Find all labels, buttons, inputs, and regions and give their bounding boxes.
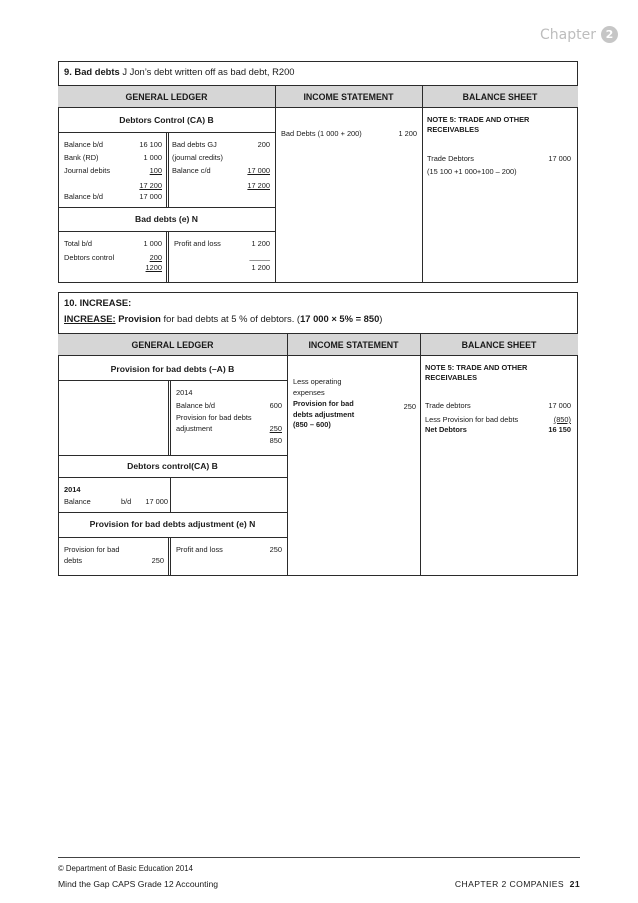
bs-amount: (850) xyxy=(553,415,571,424)
ledger-label: Total b/d xyxy=(64,239,92,248)
ledger-amount: 1200 xyxy=(145,263,162,272)
footer-chapter-title: CHAPTER 2 COMPANIES xyxy=(454,879,565,889)
bs-amount: 16 150 xyxy=(548,425,571,434)
ledger-amount: 250 xyxy=(151,556,164,565)
q10-income-line1: Less operating xyxy=(293,377,342,386)
q10-header-balance: BALANCE SHEET xyxy=(461,340,537,350)
q10-debtors-title: Debtors control(CA) B xyxy=(127,461,218,471)
q10-income-line2: expenses xyxy=(293,388,325,397)
ledger-label: (journal credits) xyxy=(172,153,223,162)
q10-subtitle: INCREASE: Provision for bad debts at 5 % of debtors. (17 000 × 5% = 850) xyxy=(64,313,383,324)
ledger-label: Bank (RD) xyxy=(64,153,99,162)
divider xyxy=(58,477,287,478)
divider xyxy=(275,108,276,283)
q9-title: 9. Bad debts J Jon’s debt written off as bad debt, R200 xyxy=(64,66,295,77)
ledger-label: Bad debts GJ xyxy=(172,140,217,149)
divider xyxy=(166,231,167,283)
footer-chapter xyxy=(400,879,580,889)
q9-trade-amount: 17 000 xyxy=(548,154,571,163)
ledger-amount: 16 100 xyxy=(139,140,162,149)
q9-income-amount: 1 200 xyxy=(398,129,417,138)
divider xyxy=(58,455,287,456)
q9-debtors-title: Debtors Control (CA) B xyxy=(119,115,214,125)
ledger-amount: 1 200 xyxy=(251,239,270,248)
ledger-label: Balance b/d xyxy=(64,192,104,201)
divider xyxy=(58,380,287,381)
divider xyxy=(422,85,423,108)
divider xyxy=(170,537,171,576)
ledger-amount: 250 xyxy=(269,424,282,433)
ledger-label: debts xyxy=(64,556,83,565)
q10-income-bold2: debts adjustment xyxy=(293,410,355,419)
ledger-label: Debtors control xyxy=(64,253,115,262)
divider xyxy=(58,512,287,513)
ledger-amount: 17 200 xyxy=(139,181,162,190)
q9-trade-calc: (15 100 +1 000+100 – 200) xyxy=(427,167,517,176)
ledger-ref: b/d xyxy=(121,497,132,506)
page-number: 21 xyxy=(569,879,580,889)
bs-label: Trade debtors xyxy=(425,401,471,410)
ledger-label: Profit and loss xyxy=(174,239,221,248)
divider xyxy=(168,231,169,283)
footer-book-title: Mind the Gap CAPS Grade 12 Accounting xyxy=(58,879,219,889)
year-label: 2014 xyxy=(64,485,81,494)
divider xyxy=(420,333,421,356)
divider xyxy=(168,537,169,576)
q9-note-line2: RECEIVABLES xyxy=(427,125,480,134)
ledger-amount: 1 200 xyxy=(251,263,270,272)
q9-header-ledger: GENERAL LEDGER xyxy=(125,92,208,102)
ledger-label: Journal debits xyxy=(64,166,111,175)
ledger-amount: 850 xyxy=(269,436,282,445)
ledger-label: Provision for bad debts xyxy=(176,413,252,422)
bs-label: Net Debtors xyxy=(425,425,467,434)
q10-note-line1: NOTE 5: TRADE AND OTHER xyxy=(425,363,528,372)
chapter-tag xyxy=(540,26,618,43)
divider xyxy=(166,132,167,207)
ledger-label: Balance xyxy=(64,497,91,506)
ledger-amount: 250 xyxy=(269,545,282,554)
bs-label: Less Provision for bad debts xyxy=(425,415,519,424)
chapter-number-badge: 2 xyxy=(601,26,618,43)
divider xyxy=(287,333,288,356)
ledger-amount: 200 xyxy=(149,253,162,262)
q10-income-amount: 250 xyxy=(403,402,416,411)
ledger-amount: 1 000 xyxy=(143,153,162,162)
divider xyxy=(170,477,171,512)
q9-note-line1: NOTE 5: TRADE AND OTHER xyxy=(427,115,530,124)
divider xyxy=(420,356,421,576)
ledger-amount: 17 000 xyxy=(145,497,168,506)
ledger-label: Profit and loss xyxy=(176,545,223,554)
divider xyxy=(168,380,169,455)
divider xyxy=(58,537,287,538)
ledger-amount: 200 xyxy=(257,140,270,149)
divider xyxy=(170,380,171,455)
footer-copyright: © Department of Basic Education 2014 xyxy=(58,864,193,873)
q10-header-ledger: GENERAL LEDGER xyxy=(131,340,214,350)
q10-provision-title: Provision for bad debts (–A) B xyxy=(110,364,235,374)
q9-header-balance: BALANCE SHEET xyxy=(462,92,538,102)
divider xyxy=(275,85,276,108)
ledger-label: Balance b/d xyxy=(176,401,216,410)
q9-bad-debts-title: Bad debts (e) N xyxy=(134,214,199,224)
ledger-label: Balance b/d xyxy=(64,140,104,149)
bs-amount: 17 000 xyxy=(548,401,571,410)
ledger-amount: 17 000 xyxy=(247,166,270,175)
divider xyxy=(422,108,423,283)
footer-rule xyxy=(58,857,580,858)
q10-income-bold3: (850 – 600) xyxy=(293,420,331,429)
ledger-label: Balance c/d xyxy=(172,166,211,175)
year-label: 2014 xyxy=(176,388,193,397)
ledger-label: Provision for bad xyxy=(64,545,120,554)
ledger-amount: _____ xyxy=(249,252,270,261)
ledger-amount: 600 xyxy=(269,401,282,410)
divider xyxy=(287,356,288,576)
ledger-amount: 100 xyxy=(149,166,162,175)
divider xyxy=(58,207,275,208)
divider xyxy=(168,132,169,207)
q10-title: 10. INCREASE: xyxy=(64,297,132,308)
q10-header-income: INCOME STATEMENT xyxy=(308,340,399,350)
q9-income-label: Bad Debts (1 000 + 200) xyxy=(281,129,362,138)
q9-header-income: INCOME STATEMENT xyxy=(303,92,394,102)
ledger-amount: 17 200 xyxy=(247,181,270,190)
q10-income-bold1: Provision for bad xyxy=(293,399,354,408)
chapter-label: Chapter xyxy=(540,26,596,43)
q10-note-line2: RECEIVABLES xyxy=(425,373,478,382)
q9-trade-label: Trade Debtors xyxy=(427,154,474,163)
ledger-amount: 17 000 xyxy=(139,192,162,201)
ledger-label: adjustment xyxy=(176,424,213,433)
q10-adjustment-title: Provision for bad debts adjustment (e) N xyxy=(89,519,256,529)
ledger-amount: 1 000 xyxy=(143,239,162,248)
